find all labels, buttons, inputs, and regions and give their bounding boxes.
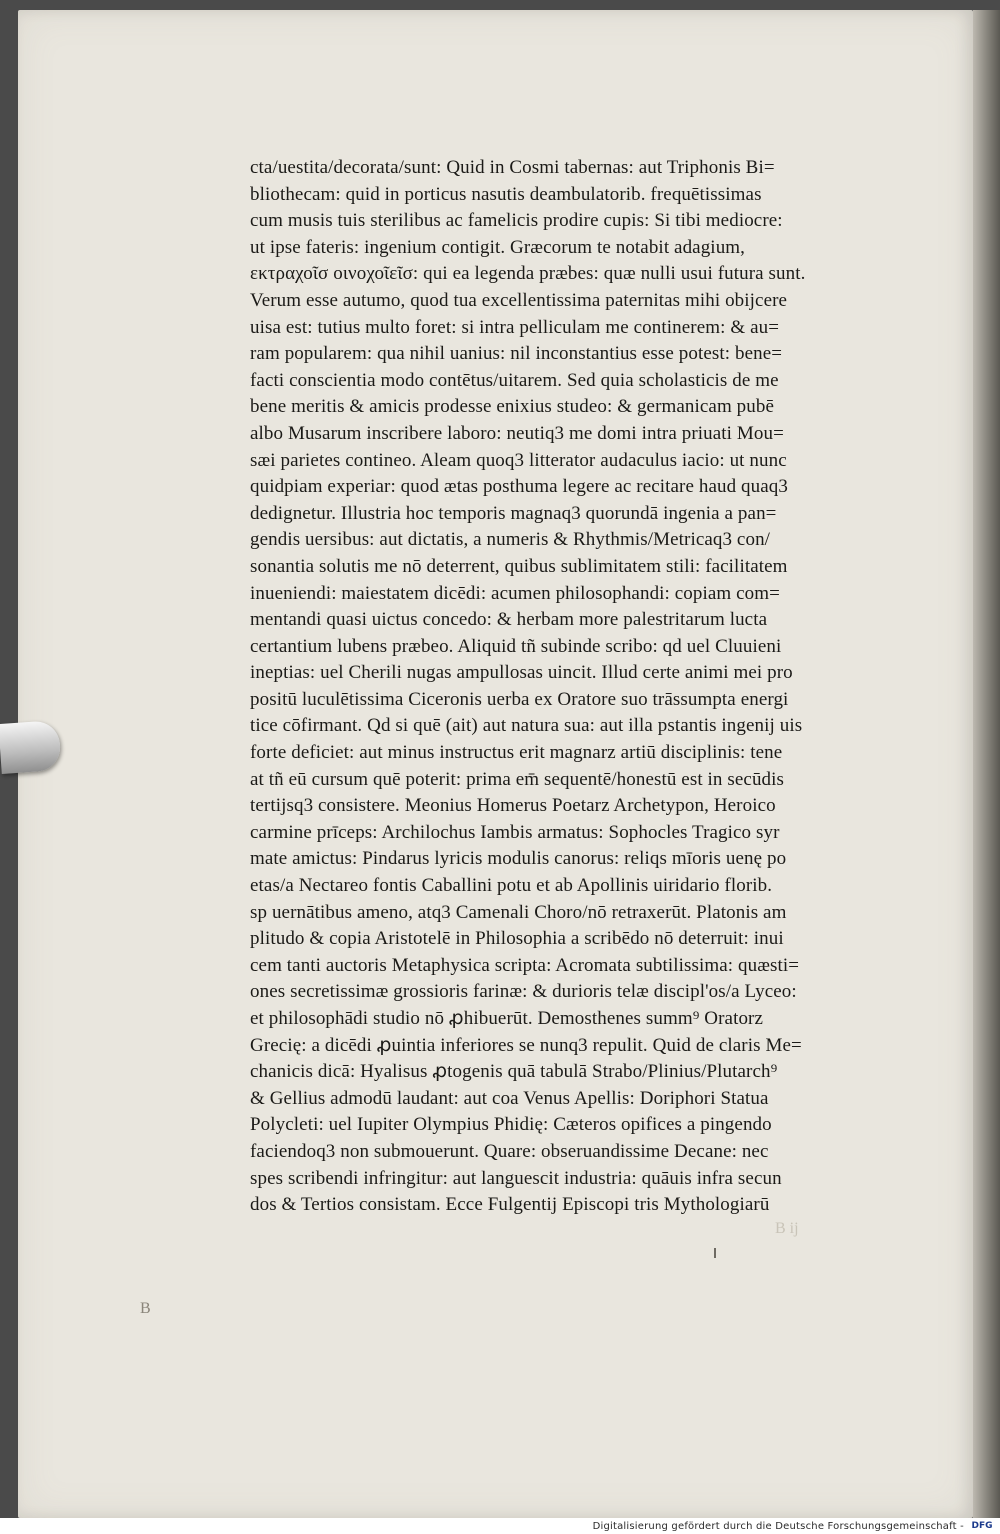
text-line: forte deficiet: aut minus instructus erit magnarz artiū disciplinis: tene <box>250 742 783 764</box>
signature-mark: B ij <box>775 1220 799 1237</box>
text-line: mentandi quasi uictus concedo: & herbam more palestritarum lucta <box>250 609 768 631</box>
text-line: Polycleti: uel Iupiter Olympius Phidię: Cæteros opifices a pingendo <box>250 1114 772 1136</box>
dfg-logo-icon: DFG <box>968 1520 996 1532</box>
text-line: quidpiam experiar: quod ætas posthuma legere ac recitare haud quaq3 <box>250 476 788 498</box>
page-edge <box>973 10 1000 1518</box>
text-line: cta/uestita/decorata/sunt: Quid in Cosmi tabernas: aut Triphonis Bi= <box>250 157 775 178</box>
footer-bar <box>0 1518 1000 1534</box>
text-line: bliothecam: quid in porticus nasutis deambulatorib. frequētissimas <box>250 183 762 205</box>
ink-mark <box>714 1248 716 1258</box>
text-line: Grecię: a dicēdi ꝓuintia inferiores se nunq3 repulit. Quid de claris Me= <box>250 1034 802 1056</box>
text-line: bene meritis & amicis prodesse enixius studeo: & germanicam pubē <box>250 396 775 418</box>
text-line: albo Musarum inscribere laboro: neutiq3 me domi intra priuati Mou= <box>250 422 784 444</box>
text-line: dos & Tertios consistam. Ecce Fulgentij Episcopi tris Mythologiarū <box>250 1194 770 1216</box>
footer-credit: Digitalisierung gefördert durch die Deutsche Forschungsgemeinschaft - <box>592 1521 964 1532</box>
text-line: plitudo & copia Aristotelē in Philosophia a scribēdo nō deterruit: inui <box>250 928 784 950</box>
text-line: spes scribendi infringitur: aut languescit industria: quāuis infra secun <box>250 1167 782 1189</box>
text-line: faciendoq3 non submouerunt. Quare: obseruandissime Decane: nec <box>250 1140 769 1162</box>
text-line: ram popularem: qua nihil uanius: nil inconstantius esse potest: bene= <box>250 343 783 365</box>
text-line: & Gellius admodū laudant: aut coa Venus Apellis: Doriphori Statua <box>250 1087 769 1109</box>
text-line: positū luculētissima Ciceronis uerba ex Oratore suo trāssumpta energi <box>250 688 789 710</box>
text-line: tice cōfirmant. Qd si quē (ait) aut natura sua: aut illa pstantis ingenij uis <box>250 715 803 737</box>
text-line: sæi parietes contineo. Aleam quoq3 litterator audaculus iacio: ut nunc <box>250 449 787 471</box>
text-line: dedignetur. Illustria hoc temporis magnaq3 quorundā ingenia a pan= <box>250 502 777 524</box>
text-line: εκτραχοῖσ οινοχοῖεῖσ: qui ea legenda præbes: quæ nulli usui futura sunt. <box>250 263 806 285</box>
text-line: cum musis tuis sterilibus ac famelicis prodire cupis: Si tibi mediocre: <box>250 210 783 232</box>
text-line: Verum esse autumo, quod tua excellentissima paternitas mihi obijcere <box>250 289 788 311</box>
text-line: et philosophādi studio nō ꝓhibuerūt. Demosthenes summ⁹ Oratorz <box>250 1008 764 1029</box>
text-line: ones secretissimæ grossioris farinæ: & durioris telæ discipl'os/a Lyceo: <box>250 981 797 1003</box>
page-text <box>250 155 910 1219</box>
text-line: at tñ eū cursum quē poterit: prima em̄ sequentē/honestū est in secūdis <box>250 768 785 790</box>
text-line: chanicis dicā: Hyalisus ꝓtogenis quā tabulā Strabo/Plinius/Plutarch⁹ <box>250 1061 778 1083</box>
text-line: sp uernātibus ameno, atq3 Camenali Choro/nō retraxerūt. Platonis am <box>250 901 787 923</box>
text-line: inueniendi: maiestatem dicēdi: acumen philosophandi: copiam com= <box>250 582 780 604</box>
text-line: mate amictus: Pindarus lyricis modulis canorus: reliqs mīoris uenę po <box>250 848 787 870</box>
text-line: tertijsq3 consistere. Meonius Homerus Poetarz Archetypon, Heroico <box>250 795 776 817</box>
text-line: etas/a Nectareo fontis Caballini potu et ab Apollinis uiridario florib. <box>250 875 773 897</box>
text-line: uisa est: tutius multo foret: si intra pelliculam me continerem: & au= <box>250 316 780 338</box>
text-line: carmine prīceps: Archilochus Iambis armatus: Sophocles Tragico syr <box>250 821 780 843</box>
text-line: cem tanti auctoris Metaphysica scripta: Acromata subtilissima: quæsti= <box>250 954 800 976</box>
margin-mark: B <box>140 1300 151 1317</box>
text-line: certantium lubens præbeo. Aliquid tñ subinde scribo: qd uel Cluuieni <box>250 635 782 657</box>
text-line: facti conscientia modo contētus/uitarem. Sed quia scholasticis de me <box>250 369 779 391</box>
text-line: gendis uersibus: aut dictatis, a numeris & Rhythmis/Metricaq3 con/ <box>250 529 771 551</box>
text-line: ineptias: uel Cherili nugas ampullosas uincit. Illud certe animi mei pro <box>250 662 793 684</box>
text-line: sonantia solutis me nō deterrent, quibus sublimitatem stili: facilitatem <box>250 555 788 577</box>
text-line: ut ipse fateris: ingenium contigit. Græcorum te notabit adagium, <box>250 236 746 258</box>
